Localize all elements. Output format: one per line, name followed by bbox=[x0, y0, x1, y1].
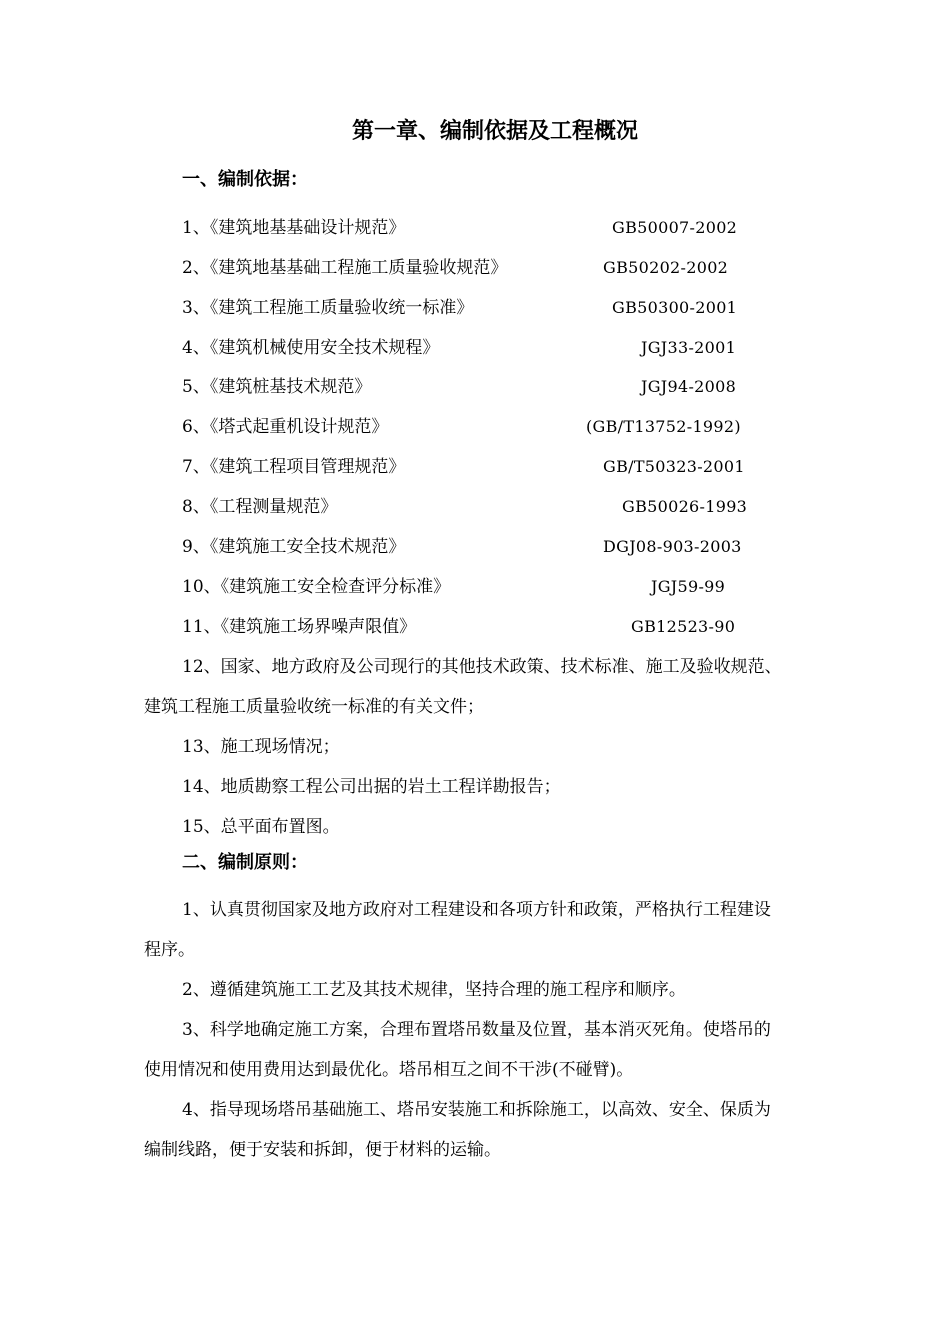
basis-item-12-line2: 建筑工程施工质量验收统一标准的有关文件； bbox=[144, 697, 484, 717]
basis-item-code: GB50026-1993 bbox=[622, 497, 748, 516]
basis-item-14: 14、地质勘察工程公司出据的岩土工程详勘报告； bbox=[182, 777, 561, 797]
basis-item-code: GB/T50323-2001 bbox=[603, 457, 745, 476]
basis-item-label: 1、《建筑地基基础设计规范》 bbox=[182, 218, 406, 238]
basis-item-label: 2、《建筑地基基础工程施工质量验收规范》 bbox=[182, 258, 508, 278]
basis-item-code: JGJ59-99 bbox=[651, 577, 726, 596]
principle-4-line2: 编制线路，便于安装和拆卸，便于材料的运输。 bbox=[144, 1140, 501, 1160]
basis-item-label: 6、《塔式起重机设计规范》 bbox=[182, 417, 389, 437]
basis-item-code: GB50300-2001 bbox=[612, 298, 738, 317]
basis-item-13: 13、施工现场情况； bbox=[182, 737, 340, 757]
basis-item-label: 3、《建筑工程施工质量验收统一标准》 bbox=[182, 298, 474, 318]
principle-2-line1: 2、遵循建筑施工工艺及其技术规律，坚持合理的施工程序和顺序。 bbox=[182, 980, 686, 1000]
basis-item-label: 5、《建筑桩基技术规范》 bbox=[182, 377, 372, 397]
chapter-title: 第一章、编制依据及工程概况 bbox=[351, 119, 638, 144]
basis-item-code: GB12523-90 bbox=[631, 617, 736, 636]
principle-3-line2: 使用情况和使用费用达到最优化。塔吊相互之间不干涉(不碰臂)。 bbox=[144, 1060, 634, 1080]
basis-item-label: 10、《建筑施工安全检查评分标准》 bbox=[182, 577, 451, 597]
basis-item-code: JGJ33-2001 bbox=[641, 338, 737, 357]
basis-item-label: 11、《建筑施工场界噪声限值》 bbox=[182, 617, 417, 637]
basis-item-15: 15、总平面布置图。 bbox=[182, 817, 340, 837]
basis-item-code: JGJ94-2008 bbox=[641, 377, 737, 396]
basis-item-code: GB50007-2002 bbox=[612, 218, 738, 237]
basis-item-label: 4、《建筑机械使用安全技术规程》 bbox=[182, 338, 440, 358]
principle-4-line1: 4、指导现场塔吊基础施工、塔吊安装施工和拆除施工，以高效、安全、保质为 bbox=[182, 1100, 771, 1120]
principle-1-line1: 1、认真贯彻国家及地方政府对工程建设和各项方针和政策，严格执行工程建设 bbox=[182, 900, 771, 920]
basis-item-label: 8、《工程测量规范》 bbox=[182, 497, 338, 517]
basis-item-12-line1: 12、国家、地方政府及公司现行的其他技术政策、技术标准、施工及验收规范、 bbox=[182, 657, 782, 677]
basis-item-label: 9、《建筑施工安全技术规范》 bbox=[182, 537, 406, 557]
section-heading-basis: 一、编制依据： bbox=[182, 169, 308, 190]
section-heading-principles: 二、编制原则： bbox=[182, 852, 308, 873]
basis-item-code: GB50202-2002 bbox=[603, 258, 729, 277]
basis-item-code: DGJ08-903-2003 bbox=[603, 537, 742, 556]
basis-item-code: (GB/T13752-1992) bbox=[586, 417, 741, 436]
principle-1-line2: 程序。 bbox=[144, 940, 195, 960]
principle-3-line1: 3、科学地确定施工方案，合理布置塔吊数量及位置，基本消灭死角。使塔吊的 bbox=[182, 1020, 771, 1040]
basis-item-label: 7、《建筑工程项目管理规范》 bbox=[182, 457, 406, 477]
